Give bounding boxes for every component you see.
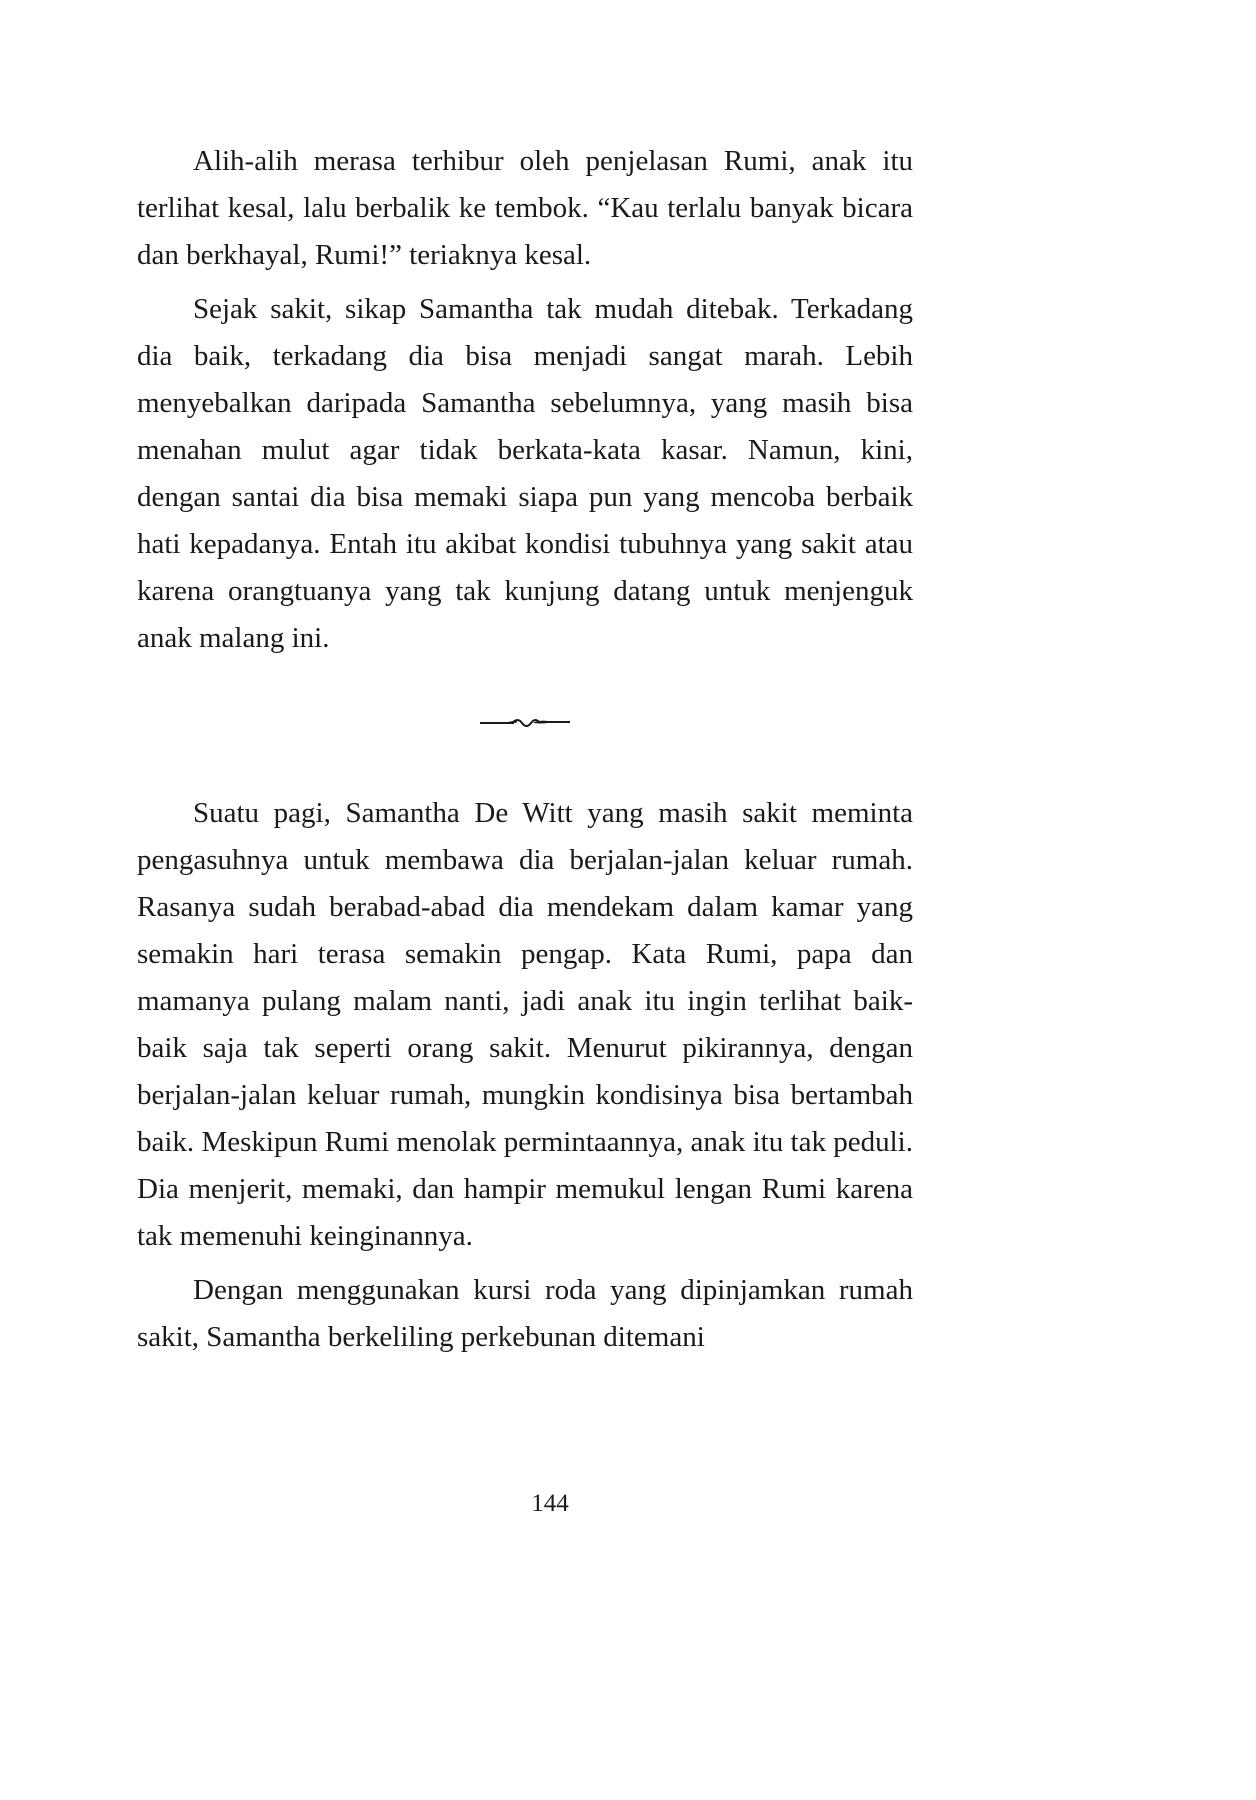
section-2-text	[137, 790, 913, 1368]
paragraph: Alih-alih merasa terhibur oleh penjelasan Rumi, anak itu terlihat kesal, lalu berbalik ke tembok. “Kau terlalu banyak bicara dan berkhayal, Rumi!” teriaknya kesal.	[137, 145, 913, 271]
paragraph: Sejak sakit, sikap Samantha tak mudah ditebak. Terkadang dia baik, terkadang dia bisa menjadi sangat marah. Lebih menyebalkan daripada Samantha sebelumnya, yang masih bisa menahan mulut agar tidak berkata-kata kasar. Namun, kini, dengan santai dia bisa memaki siapa pun yang mencoba berbaik hati kepadanya. Entah itu akibat kondisi tubuhnya yang sakit atau karena orangtuanya yang tak kunjung datang untuk menjenguk anak malang ini.	[137, 293, 913, 654]
ornamental-divider-icon	[478, 710, 572, 734]
page-number: 144	[531, 1490, 569, 1517]
paragraph: Suatu pagi, Samantha De Witt yang masih sakit meminta pengasuhnya untuk membawa dia berjalan-jalan keluar rumah. Rasanya sudah berabad-abad dia mendekam dalam kamar yang semakin hari terasa semakin pengap. Kata Rumi, papa dan mamanya pulang malam nanti, jadi anak itu ingin terlihat baik-baik saja tak seperti orang sakit. Menurut pikirannya, dengan berjalan-jalan keluar rumah, mungkin kondisinya bisa bertambah baik. Meskipun Rumi menolak permintaannya, anak itu tak peduli. Dia menjerit, memaki, dan hampir memukul lengan Rumi karena tak memenuhi keinginannya.	[137, 797, 913, 1252]
paragraph: Dengan menggunakan kursi roda yang dipinjamkan rumah sakit, Samantha berkeliling perkebunan ditemani	[137, 1274, 913, 1353]
section-1-text	[137, 138, 913, 669]
